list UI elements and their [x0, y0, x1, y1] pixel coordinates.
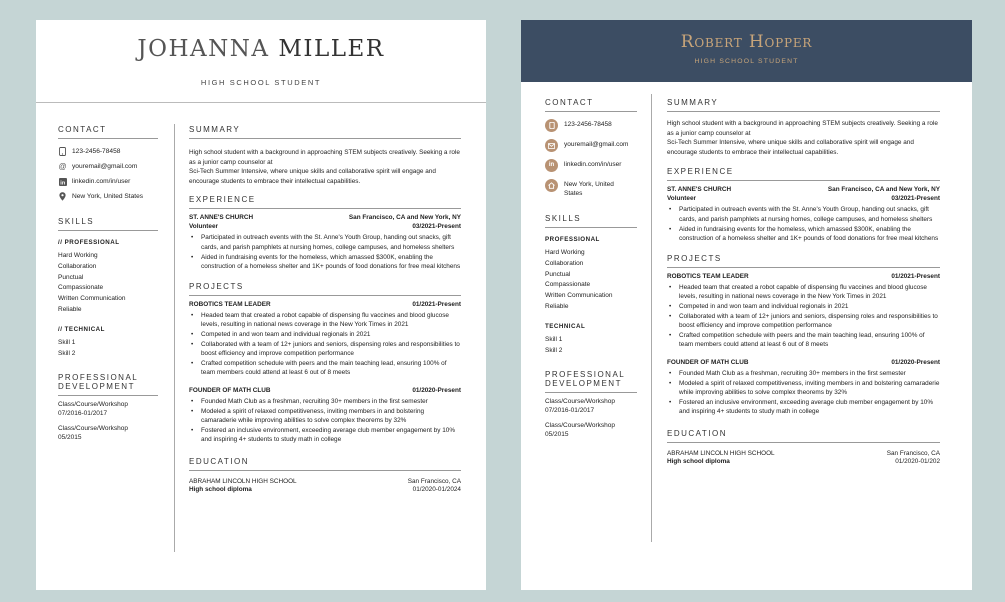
list-item: Punctual [58, 273, 84, 281]
education-school-row: ABRAHAM LINCOLN HIGH SCHOOL San Francisco, CA [189, 477, 461, 485]
project-bullets [189, 311, 461, 378]
project-title-row: ROBOTICS TEAM LEADER 01/2021-Present [189, 300, 461, 308]
list-item: • Participated in outreach events with the St. Anne's Youth Group, handing out snacks, gift cards, and parish pamphlets at nursing homes, college campuses, and homeless shelters [189, 233, 461, 252]
list-item: Collaboration [58, 262, 97, 270]
professional-development-heading: PROFESSIONAL DEVELOPMENT [58, 373, 158, 396]
contact-linkedin: in linkedin.com/in/user [545, 159, 637, 172]
education-school-row: ABRAHAM LINCOLN HIGH SCHOOL San Francisco, CA [667, 449, 940, 457]
resume-a-sidebar [58, 125, 158, 449]
contact-heading: CONTACT [58, 125, 158, 139]
list-item: • Collaborated with a team of 12+ juniors and seniors, dispensing roles and responsibilities to boost efficiency and improve competition performance [189, 340, 461, 359]
svg-text:in: in [59, 179, 65, 186]
list-item: Hard Working [58, 252, 98, 259]
contact-phone: 123-2456-78458 [58, 147, 158, 156]
skills-heading: SKILLS [545, 214, 637, 228]
linkedin-icon [58, 177, 67, 186]
list-item: Reliable [58, 305, 82, 313]
contact-phone: 123-2456-78458 [545, 119, 637, 132]
list-item: Compassionate [545, 281, 591, 289]
column-divider [651, 94, 652, 542]
professional-skills-heading: // PROFESSIONAL [58, 239, 120, 246]
phone-icon [58, 147, 67, 156]
education-heading: EDUCATION [667, 429, 940, 443]
location-pin-icon [58, 192, 67, 201]
project-bullets [189, 397, 461, 445]
experience-heading: EXPERIENCE [189, 195, 461, 209]
list-item: • Participated in outreach events with the St. Anne's Youth Group, handing out snacks, gift cards, and parish pamphlets at nursing homes, college campuses, and homeless shelters [667, 205, 940, 224]
list-item: Written Communication [545, 292, 613, 300]
resume-b-name: Robert Hopper [680, 32, 813, 52]
resume-a-header [36, 20, 486, 103]
resume-b-subtitle: HIGH SCHOOL STUDENT [694, 58, 799, 65]
list-item: • Fostered an inclusive environment, exceeding average club member engagement by 10% and inspiring 4+ students to study math in college [189, 426, 461, 445]
list-item: • Founded Math Club as a freshman, recruiting 30+ members in the first semester [667, 369, 940, 379]
resume-a-name: JOHANNA MILLER [137, 36, 385, 62]
contact-heading: CONTACT [545, 98, 637, 112]
list-item: • Modeled a spirit of relaxed competitiveness, inviting members in and bolstering camaraderie while improving abilities to solve complex theorems by 32% [667, 379, 940, 398]
professional-development-heading: PROFESSIONAL DEVELOPMENT [545, 370, 637, 393]
summary-heading: SUMMARY [667, 98, 940, 112]
list-item: • Headed team that created a robot capable of dispensing flu vaccines and blood glucose levels, resulting in national news coverage in the New York Times in 2021 [667, 283, 940, 302]
project-title-row: FOUNDER OF MATH CLUB 01/2020-Present [189, 386, 461, 394]
list-item: • Collaborated with a team of 12+ juniors and seniors, dispensing roles and responsibilities to boost efficiency and improve competition performance [667, 312, 940, 331]
contact-address: New York, United States [545, 179, 637, 198]
resume-a-subtitle: HIGH SCHOOL STUDENT [200, 78, 322, 87]
experience-heading: EXPERIENCE [667, 167, 940, 181]
education-heading: EDUCATION [189, 457, 461, 471]
skills-heading: SKILLS [58, 217, 158, 231]
pd-item: Class/Course/Workshop 05/2015 [58, 425, 128, 441]
list-item: Skill 2 [58, 349, 76, 357]
at-icon: @ [58, 162, 67, 171]
projects-heading: PROJECTS [189, 282, 461, 296]
experience-bullets [189, 233, 461, 271]
list-item: • Fostered an inclusive environment, exceeding average club member engagement by 10% and inspiring 4+ students to study math in college [667, 398, 940, 417]
technical-skills-list [58, 338, 158, 360]
list-item: Skill 1 [58, 338, 76, 346]
list-item: • Aided in fundraising events for the homeless, which amassed $300K, enabling the construction of a homeless shelter and 1K+ pounds of food donations for free meal kitchens [189, 253, 461, 272]
summary-heading: SUMMARY [189, 125, 461, 139]
column-divider [174, 124, 175, 552]
technical-skills-list [545, 335, 637, 357]
list-item: Collaboration [545, 259, 584, 267]
summary-text: High school student with a background in approaching STEM subjects creatively. Seeking a role as a junior camp counselor at Sci-Tech Summer Intensive, where unique skills and collaborative spirit will engage and encourage students to embrace their intellectual capabilities. [189, 149, 460, 185]
professional-skills-list [58, 251, 158, 316]
resume-b-main [667, 98, 940, 465]
list-item: Skill 1 [545, 335, 563, 343]
list-item: • Competed in and won team and individual regionals in 2021 [189, 330, 461, 340]
experience-bullets [667, 205, 940, 243]
experience-org-row: ST. ANNE'S CHURCH San Francisco, CA and New York, NY [667, 186, 940, 194]
list-item: • Crafted competition schedule with peers and the main teaching lead, ensuring 100% of team members could attend at least 6 out of 8 meets [667, 331, 940, 350]
list-item: Skill 2 [545, 346, 563, 354]
project-title-row: ROBOTICS TEAM LEADER 01/2021-Present [667, 272, 940, 280]
resume-robert-hopper [521, 20, 972, 590]
summary-text: High school student with a background in approaching STEM subjects creatively. Seeking a role as a junior camp counselor at Sci-Tech Summer Intensive, where unique skills and collaborative spirit will engage and encourage students to embrace their intellectual capabilities. [667, 120, 938, 156]
professional-skills-list [545, 248, 637, 313]
home-icon [545, 179, 558, 192]
linkedin-icon: in [545, 159, 558, 172]
phone-icon [545, 119, 558, 132]
list-item: Punctual [545, 270, 571, 278]
technical-skills-heading: TECHNICAL [545, 322, 586, 330]
projects-heading: PROJECTS [667, 254, 940, 268]
project-title-row: FOUNDER OF MATH CLUB 01/2020-Present [667, 358, 940, 366]
contact-location: New York, United States [58, 192, 158, 201]
experience-role-row: Volunteer 03/2021-Present [667, 195, 940, 203]
resume-a-main [189, 125, 461, 493]
list-item: • Headed team that created a robot capable of dispensing flu vaccines and blood glucose levels, resulting in national news coverage in the New York Times in 2021 [189, 311, 461, 330]
education-degree-row: High school diploma 01/2020-01/2024 [189, 485, 461, 493]
contact-email: @ youremail@gmail.com [58, 162, 138, 171]
list-item: Written Communication [58, 295, 126, 303]
education-degree-row: High school diploma 01/2020-01/202 [667, 457, 940, 465]
pd-item: Class/Course/Workshop 07/2016-01/2017 [545, 398, 615, 414]
resume-b-sidebar [545, 98, 637, 446]
contact-linkedin: in linkedin.com/in/user [59, 178, 131, 186]
list-item: • Crafted competition schedule with peers and the main teaching lead, ensuring 100% of team members could attend at least 6 out of 8 meets [189, 359, 461, 378]
list-item: • Competed in and won team and individual regionals in 2021 [667, 302, 940, 312]
contact-email: youremail@gmail.com [545, 139, 637, 152]
experience-role-row: Volunteer 03/2021-Present [189, 223, 461, 231]
list-item: • Modeled a spirit of relaxed competitiveness, inviting members in and bolstering camaraderie while improving abilities to solve complex theorems by 32% [189, 407, 461, 426]
project-bullets [667, 369, 940, 417]
list-item: • Founded Math Club as a freshman, recruiting 30+ members in the first semester [189, 397, 461, 407]
pd-item: Class/Course/Workshop 05/2015 [545, 422, 615, 438]
professional-skills-heading: PROFESSIONAL [545, 236, 600, 243]
list-item: Compassionate [58, 284, 104, 292]
list-item: • Aided in fundraising events for the homeless, which amassed $300K, enabling the construction of a homeless shelter and 1K+ pounds of food donations for free meal kitchens [667, 225, 940, 244]
email-icon [545, 139, 558, 152]
project-bullets [667, 283, 940, 350]
resume-b-header [521, 20, 972, 82]
technical-skills-heading: // TECHNICAL [58, 325, 105, 333]
experience-org-row: ST. ANNE'S CHURCH San Francisco, CA and New York, NY [189, 214, 461, 222]
pd-item: Class/Course/Workshop 07/2016-01/2017 [58, 401, 128, 417]
list-item: Hard Working [545, 249, 585, 256]
list-item: Reliable [545, 302, 569, 310]
resume-johanna-miller [36, 20, 486, 590]
